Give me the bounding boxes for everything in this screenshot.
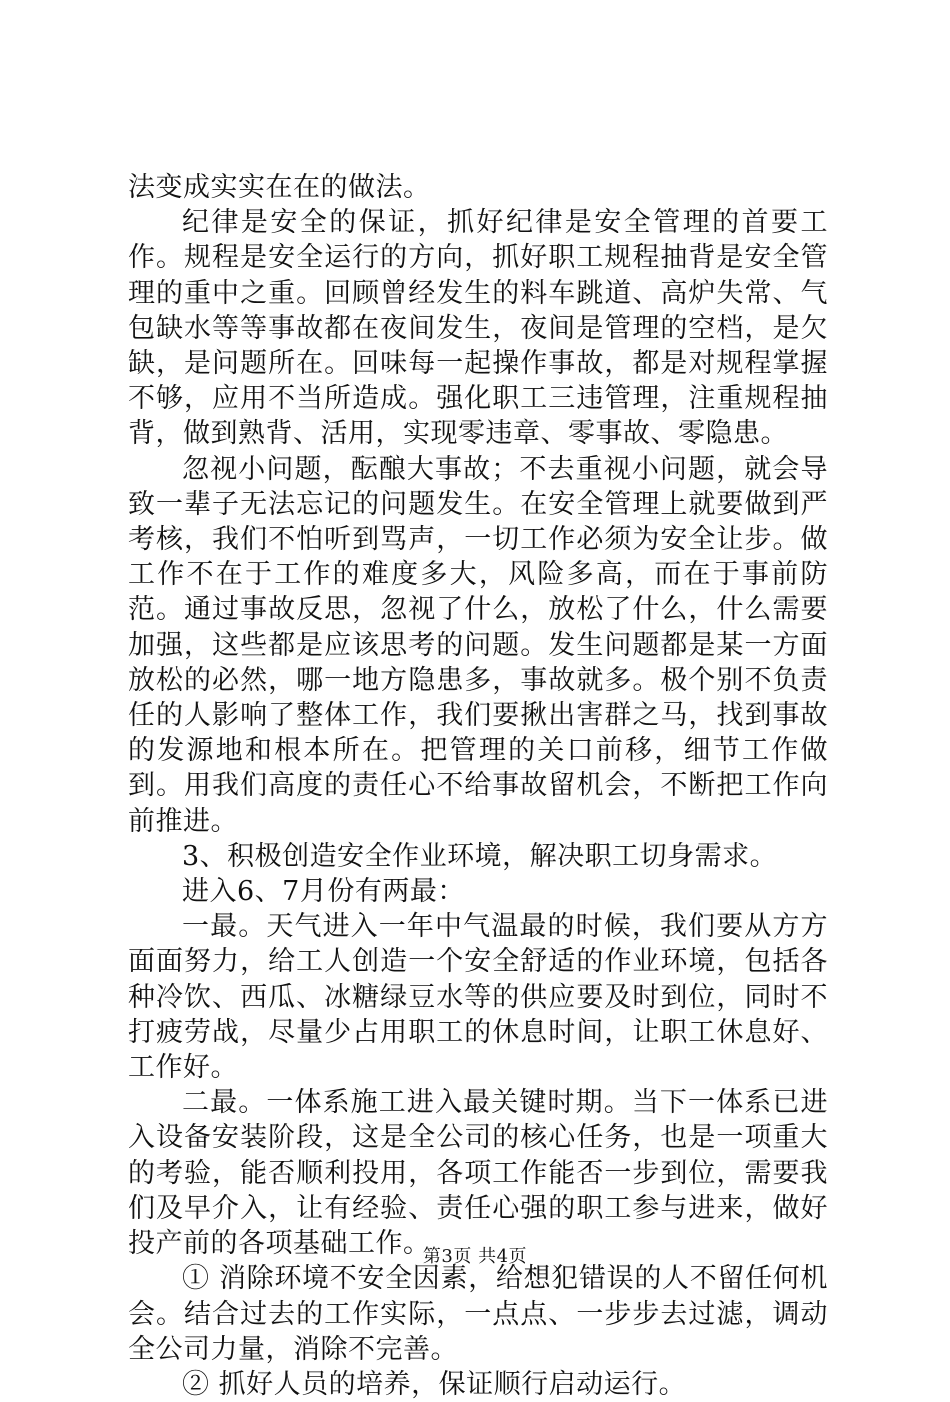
paragraph-first-most: 一最。天气进入一年中气温最的时候，我们要从方方面面努力，给工人创造一个安全舒适的作业环境，包括各种冷饮、西瓜、冰糖绿豆水等的供应要及时到位，同时不打疲劳战，尽量少占用职工的休息时间，让职工休息好、工作好。 [128, 911, 828, 1084]
section-heading-3: 3、积极创造安全作业环境，解决职工切身需求。 [182, 840, 778, 872]
list-item-1: ① 消除环境不安全因素，给想犯错误的人不留任何机会。结合过去的工作实际，一点点、一步步去过滤，调动全公司力量，消除不完善。 [128, 1263, 828, 1365]
paragraph-discipline: 纪律是安全的保证，抓好纪律是安全管理的首要工作。规程是安全运行的方向，抓好职工规程抽背是安全管理的重中之重。回顾曾经发生的料车跳道、高炉失常、气包缺水等等事故都在夜间发生，夜间是管理的空档，是欠缺，是问题所在。回味每一起操作事故，都是对规程掌握不够，应用不当所造成。强化职工三违管理，注重规程抽背，做到熟背、活用，实现零违章、零事故、零隐患。 [128, 207, 828, 450]
page-number-footer: 第3页 共4页 [422, 1246, 528, 1267]
list-item-2: ② 抓好人员的培养，保证顺行启动运行。 [182, 1368, 687, 1400]
paragraph-june-july: 进入6、7月份有两最： [182, 876, 465, 908]
paragraph-continuation: 法变成实实在在的做法。 [128, 172, 431, 203]
document-body [128, 170, 828, 1402]
paragraph-small-problems: 忽视小问题，酝酿大事故；不去重视小问题，就会导致一辈子无法忘记的问题发生。在安全管理上就要做到严考核，我们不怕听到骂声，一切工作必须为安全让步。做工作不在于工作的难度多大，风险多高，而在于事前防范。通过事故反思，忽视了什么，放松了什么，什么需要加强，这些都是应该思考的问题。发生问题都是某一方面放松的必然，哪一地方隐患多，事故就多。极个别不负责任的人影响了整体工作，我们要揪出害群之马，找到事故的发源地和根本所在。把管理的关口前移，细节工作做到。用我们高度的责任心不给事故留机会，不断把工作向前推进。 [128, 453, 828, 837]
paragraph-second-most: 二最。一体系施工进入最关键时期。当下一体系已进入设备安装阶段，这是全公司的核心任务，也是一项重大的考验，能否顺利投用，各项工作能否一步到位，需要我们及早介入，让有经验、责任心强的职工参与进来，做好投产前的各项基础工作。 [128, 1087, 828, 1260]
